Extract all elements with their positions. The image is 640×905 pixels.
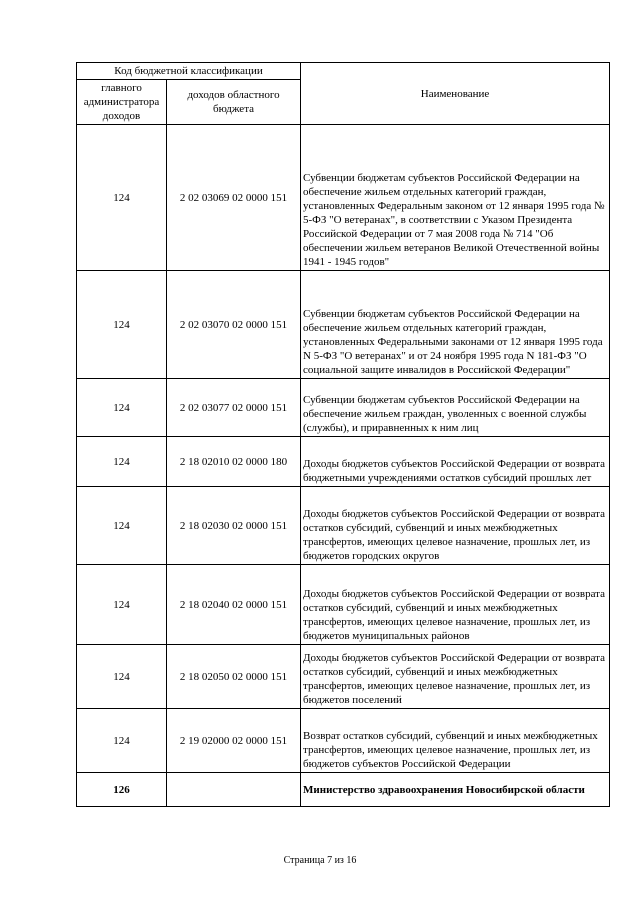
header-revenue-code: доходов областного бюджета bbox=[167, 80, 301, 125]
cell-admin: 124 bbox=[77, 565, 167, 645]
header-admin-code: главного администратора доходов bbox=[77, 80, 167, 125]
table-row bbox=[77, 487, 610, 565]
cell-code bbox=[167, 773, 301, 807]
cell-admin: 126 bbox=[77, 773, 167, 807]
table-row bbox=[77, 271, 610, 379]
cell-name: Субвенции бюджетам субъектов Российской Федерации на обеспечение жильем граждан, уволенных с военной службы (службы), и приравненных к ним лиц bbox=[301, 379, 610, 437]
cell-admin: 124 bbox=[77, 379, 167, 437]
cell-admin: 124 bbox=[77, 487, 167, 565]
cell-admin: 124 bbox=[77, 125, 167, 271]
table-row bbox=[77, 125, 610, 271]
header-budget-classification: Код бюджетной классификации bbox=[77, 63, 301, 80]
table-row bbox=[77, 565, 610, 645]
cell-code: 2 02 03069 02 0000 151 bbox=[167, 125, 301, 271]
cell-name: Доходы бюджетов субъектов Российской Федерации от возврата остатков субсидий, субвенций и иных межбюджетных трансфертов, имеющих целевое назначение, прошлых лет, из бюджетов поселений bbox=[301, 645, 610, 709]
header-name: Наименование bbox=[301, 63, 610, 125]
cell-code: 2 19 02000 02 0000 151 bbox=[167, 709, 301, 773]
cell-name: Возврат остатков субсидий, субвенций и иных межбюджетных трансфертов, имеющих целевое назначение, прошлых лет, из бюджетов субъектов Российской Федерации bbox=[301, 709, 610, 773]
cell-name: Доходы бюджетов субъектов Российской Федерации от возврата остатков субсидий, субвенций и иных межбюджетных трансфертов, имеющих целевое назначение, прошлых лет, из бюджетов городских округов bbox=[301, 487, 610, 565]
cell-admin: 124 bbox=[77, 645, 167, 709]
cell-admin: 124 bbox=[77, 709, 167, 773]
cell-admin: 124 bbox=[77, 437, 167, 487]
cell-code: 2 02 03077 02 0000 151 bbox=[167, 379, 301, 437]
table-row bbox=[77, 437, 610, 487]
cell-code: 2 18 02030 02 0000 151 bbox=[167, 487, 301, 565]
cell-name: Субвенции бюджетам субъектов Российской Федерации на обеспечение жильем отдельных категорий граждан, установленных Федеральными законами от 12 января 1995 года N 5-ФЗ "О ветеранах" и от 24 ноября 1995 года N 181-ФЗ "О социальной защите инвалидов в Российской Федерации" bbox=[301, 271, 610, 379]
table-body bbox=[77, 125, 610, 807]
page-number: Страница 7 из 16 bbox=[283, 855, 357, 866]
cell-code: 2 18 02050 02 0000 151 bbox=[167, 645, 301, 709]
table-row bbox=[77, 709, 610, 773]
table-row-ministry bbox=[77, 773, 610, 807]
budget-classification-table bbox=[76, 62, 610, 807]
cell-name: Доходы бюджетов субъектов Российской Федерации от возврата остатков субсидий, субвенций и иных межбюджетных трансфертов, имеющих целевое назначение, прошлых лет, из бюджетов муниципальных районов bbox=[301, 565, 610, 645]
cell-code: 2 18 02010 02 0000 180 bbox=[167, 437, 301, 487]
table-row bbox=[77, 379, 610, 437]
table-row bbox=[77, 645, 610, 709]
cell-code: 2 02 03070 02 0000 151 bbox=[167, 271, 301, 379]
cell-admin: 124 bbox=[77, 271, 167, 379]
cell-code: 2 18 02040 02 0000 151 bbox=[167, 565, 301, 645]
cell-name: Доходы бюджетов субъектов Российской Федерации от возврата бюджетными учреждениями остатков субсидий прошлых лет bbox=[301, 437, 610, 487]
cell-name: Министерство здравоохранения Новосибирской области bbox=[301, 773, 610, 807]
cell-name: Субвенции бюджетам субъектов Российской Федерации на обеспечение жильем отдельных категорий граждан, установленных Федеральным законом от 12 января 1995 года № 5-ФЗ "О ветеранах", в соответствии с Указом Президента Российской Федерации от 7 мая 2008 года № 714 "Об обеспечении жильем ветеранов Великой Отечественной войны 1941 - 1945 годов" bbox=[301, 125, 610, 271]
